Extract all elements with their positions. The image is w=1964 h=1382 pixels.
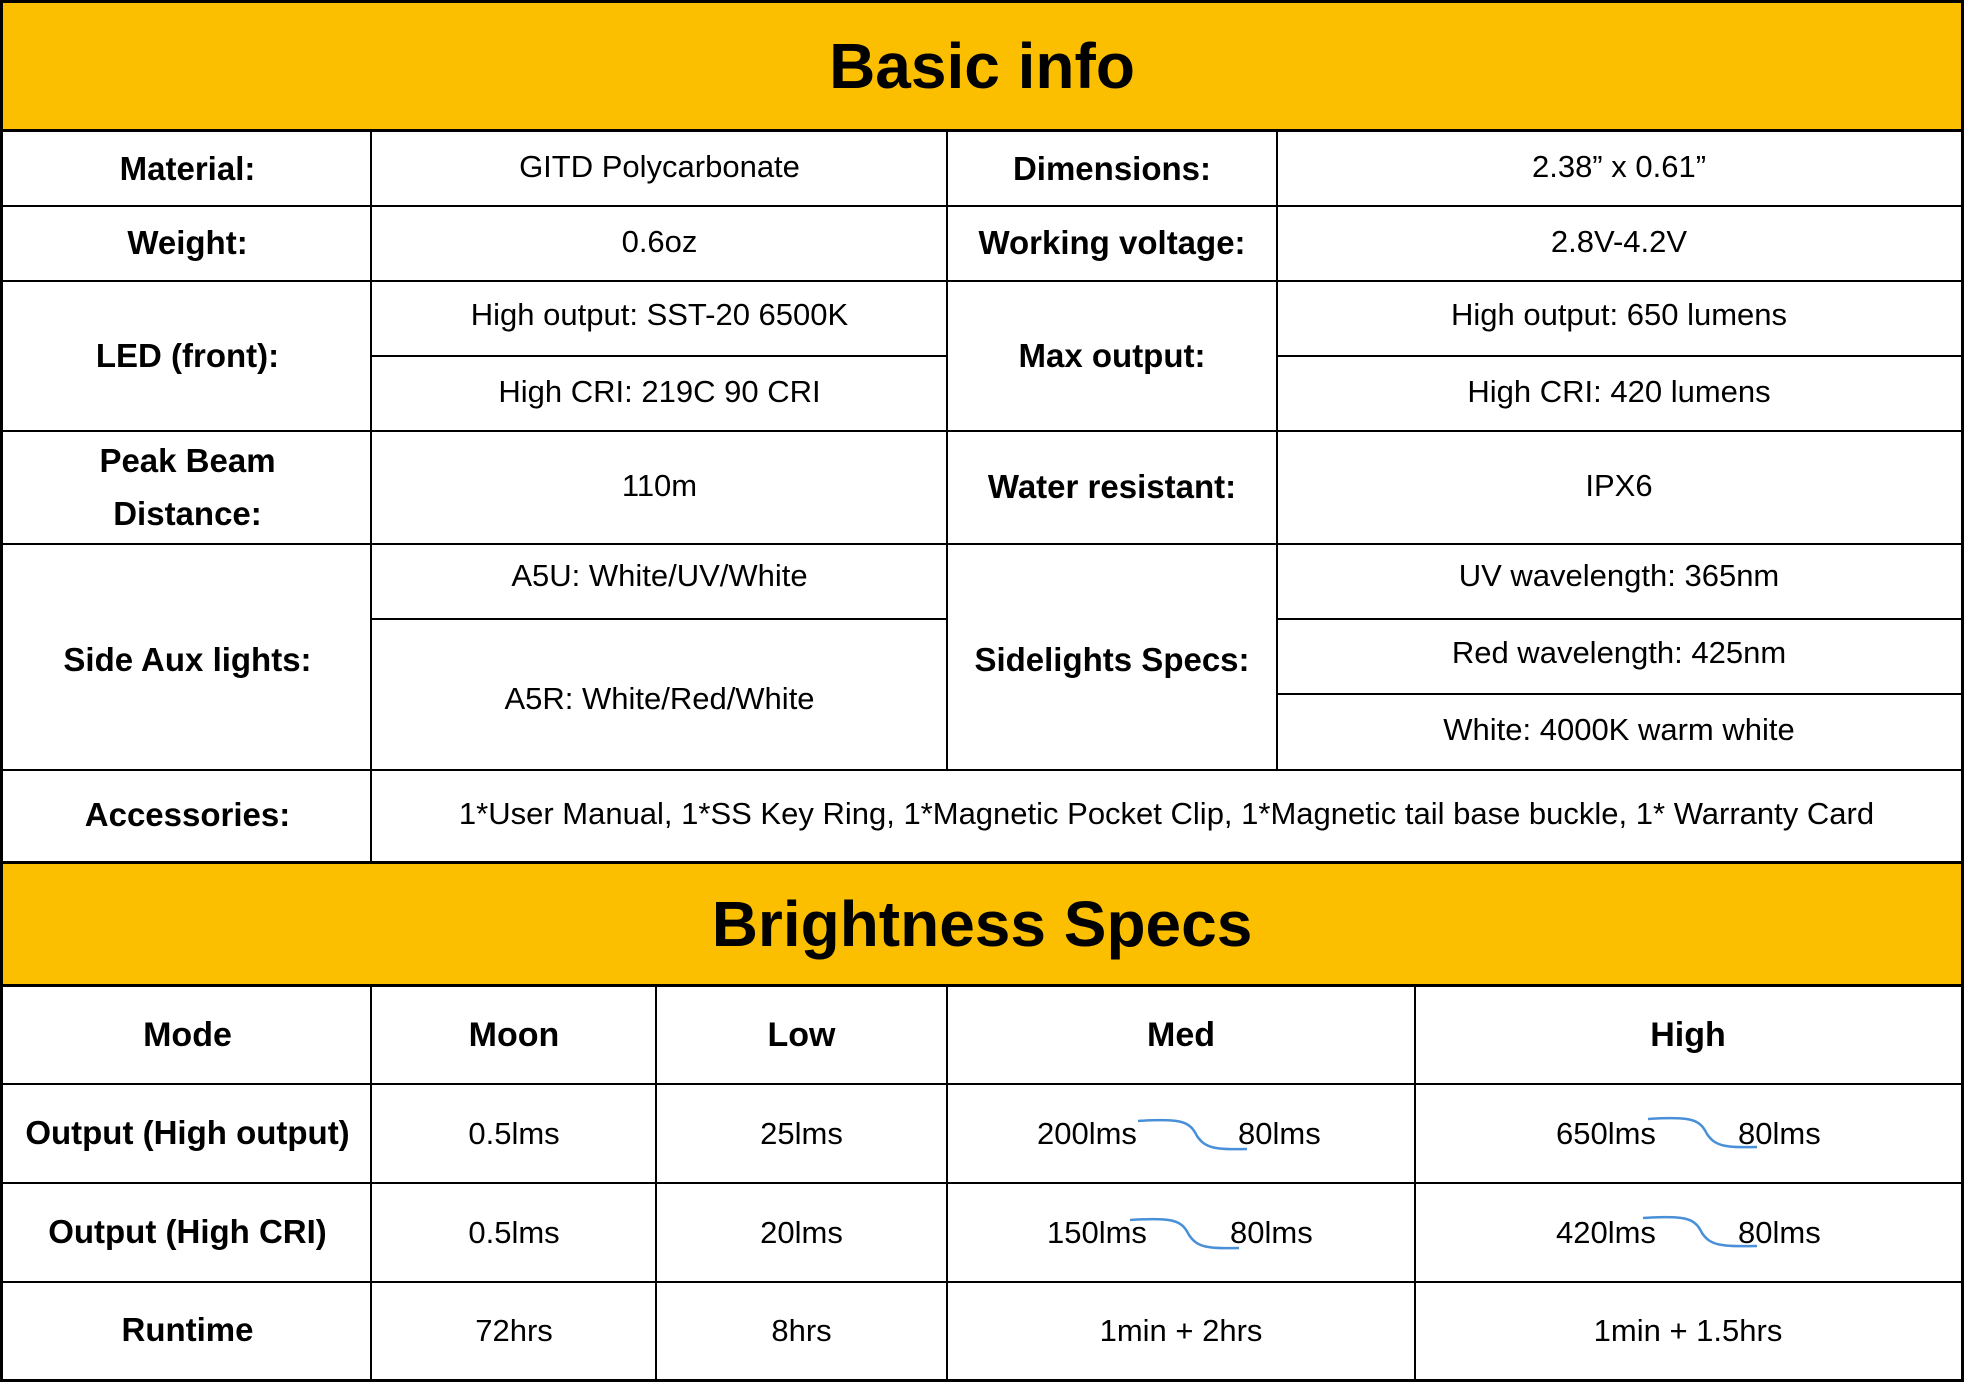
row-divider (0, 430, 1964, 432)
output-cri-med-end: 80lms (1230, 1215, 1313, 1250)
output-high-output-label: Output (High output) (3, 1084, 372, 1183)
accessories-label: Accessories: (3, 770, 372, 861)
header-moon: Moon (372, 987, 656, 1084)
output-high-cri-label: Output (High CRI) (3, 1183, 372, 1282)
output-cri-moon: 0.5lms (372, 1183, 656, 1282)
side-aux-label: Side Aux lights: (3, 544, 372, 770)
material-value: GITD Polycarbonate (372, 132, 947, 206)
column-divider (370, 987, 372, 1382)
runtime-high: 1min + 1.5hrs (1415, 1282, 1961, 1379)
column-divider (946, 987, 948, 1382)
output-cri-low: 20lms (656, 1183, 947, 1282)
brightness-specs-title: Brightness Specs (0, 861, 1964, 987)
max-output-high-value: High output: 650 lumens (1277, 281, 1961, 356)
output-high-moon: 0.5lms (372, 1084, 656, 1183)
uv-wavelength-value: UV wavelength: 365nm (1277, 544, 1961, 619)
row-divider (1277, 693, 1964, 695)
led-high-cri-value: High CRI: 219C 90 CRI (372, 356, 947, 431)
output-high-med-start: 200lms (1037, 1116, 1137, 1151)
row-divider (1277, 618, 1964, 620)
header-high: High (1415, 987, 1961, 1084)
runtime-med: 1min + 2hrs (947, 1282, 1415, 1379)
row-divider (0, 280, 1964, 282)
runtime-moon: 72hrs (372, 1282, 656, 1379)
column-divider (655, 987, 657, 1382)
border-left (0, 0, 3, 1382)
max-output-cri-value: High CRI: 420 lumens (1277, 356, 1961, 431)
output-high-med-end: 80lms (1238, 1116, 1321, 1151)
row-divider (0, 205, 1964, 207)
row-divider (372, 618, 947, 620)
max-output-label: Max output: (947, 281, 1277, 431)
header-low: Low (656, 987, 947, 1084)
sidelights-specs-label: Sidelights Specs: (947, 544, 1277, 770)
accessories-value: 1*User Manual, 1*SS Key Ring, 1*Magnetic Pocket Clip, 1*Magnetic tail base buckle, 1* Warranty Card (372, 770, 1961, 861)
working-voltage-label: Working voltage: (947, 206, 1277, 281)
peak-beam-value: 110m (372, 431, 947, 544)
led-front-label: LED (front): (3, 281, 372, 431)
row-divider (0, 1182, 1964, 1184)
dimensions-label: Dimensions: (947, 132, 1277, 206)
aux-a5r-value: A5R: White/Red/White (372, 619, 947, 770)
dimensions-value: 2.38” x 0.61” (1277, 132, 1961, 206)
runtime-low: 8hrs (656, 1282, 947, 1379)
column-divider (1276, 132, 1278, 770)
step-down-curve-icon (1135, 1118, 1250, 1152)
output-cri-high-start: 420lms (1556, 1215, 1656, 1250)
white-sidelight-value: White: 4000K warm white (1277, 694, 1961, 770)
header-mode: Mode (3, 987, 372, 1084)
material-label: Material: (3, 132, 372, 206)
working-voltage-value: 2.8V-4.2V (1277, 206, 1961, 281)
row-divider (1277, 355, 1964, 357)
row-divider (0, 1083, 1964, 1085)
runtime-label: Runtime (3, 1282, 372, 1379)
water-resistant-label: Water resistant: (947, 431, 1277, 544)
basic-info-title: Basic info (0, 0, 1964, 132)
water-resistant-value: IPX6 (1277, 431, 1961, 544)
output-cri-high-end: 80lms (1738, 1215, 1821, 1250)
weight-value: 0.6oz (372, 206, 947, 281)
weight-label: Weight: (3, 206, 372, 281)
led-high-output-value: High output: SST-20 6500K (372, 281, 947, 356)
output-cri-med-start: 150lms (1047, 1215, 1147, 1250)
row-divider (372, 355, 947, 357)
row-divider (0, 1281, 1964, 1283)
output-high-low: 25lms (656, 1084, 947, 1183)
output-high-high-start: 650lms (1556, 1116, 1656, 1151)
step-down-curve-icon (1127, 1217, 1242, 1251)
row-divider (0, 543, 1964, 545)
row-divider (0, 769, 1964, 771)
column-divider (1414, 987, 1416, 1382)
aux-a5u-value: A5U: White/UV/White (372, 544, 947, 619)
output-high-high-end: 80lms (1738, 1116, 1821, 1151)
column-divider (370, 132, 372, 861)
header-med: Med (947, 987, 1415, 1084)
red-wavelength-value: Red wavelength: 425nm (1277, 619, 1961, 694)
column-divider (946, 132, 948, 770)
peak-beam-label: Peak Beam Distance: (3, 431, 372, 544)
